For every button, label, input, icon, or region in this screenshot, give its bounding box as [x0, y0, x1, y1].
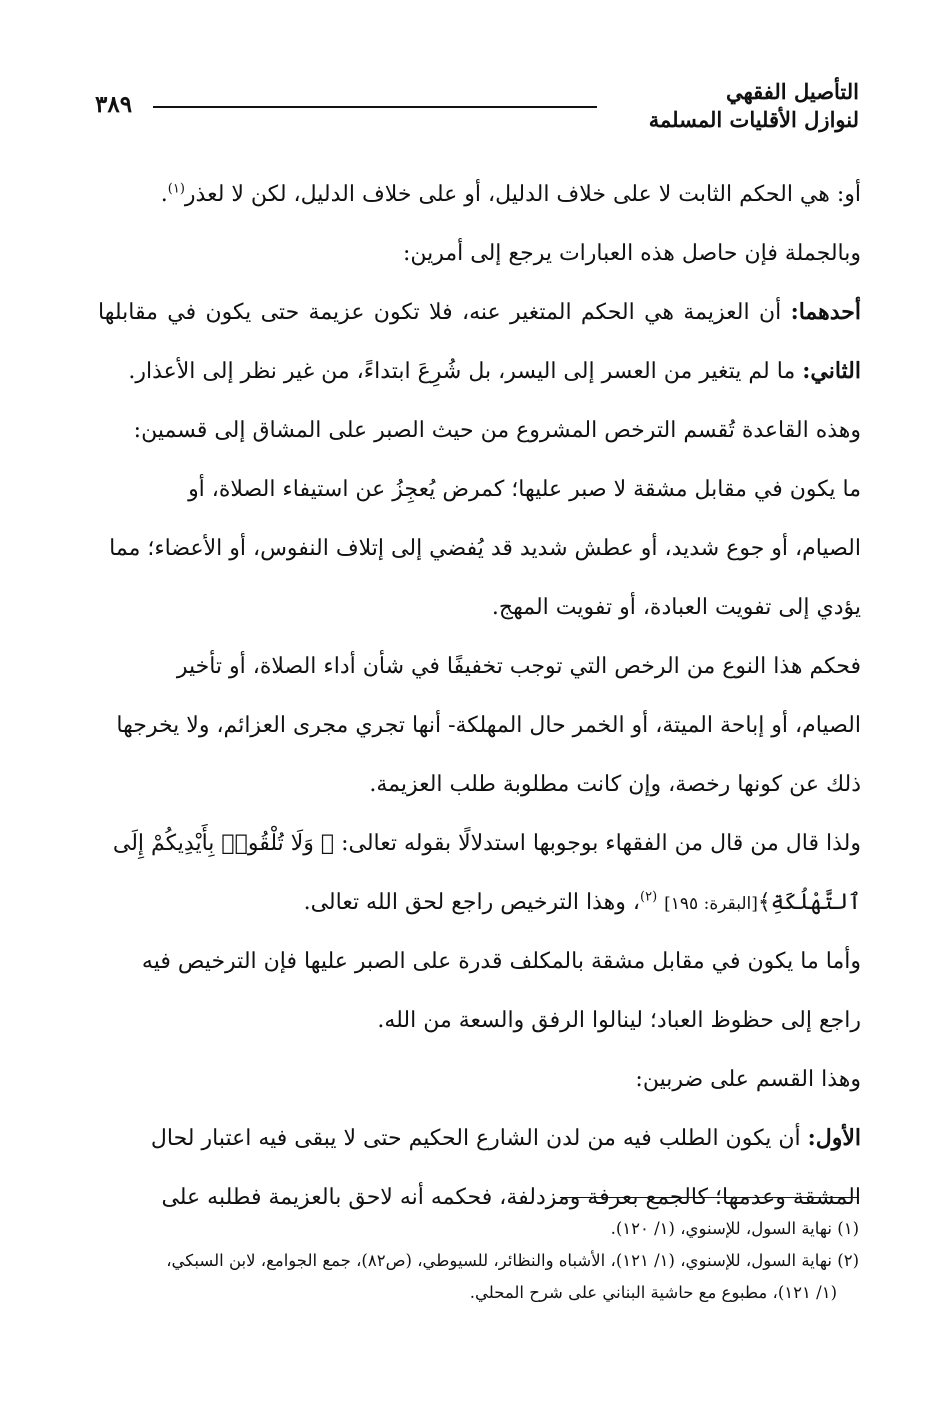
- paragraph-7-line-2: الصيام، أو إباحة الميتة، أو الخمر حال المهلكة- أنها تجري مجرى العزائم، ولا يخرجها: [116, 713, 861, 738]
- paragraph-8-line-1: ولذا قال من قال من الفقهاء بوجوبها استدلالًا بقوله تعالى: ﴿ وَلَا تُلْقُوا۟ بِأَيْدِيكُمْ إِلَى: [112, 831, 861, 856]
- paragraph-1: [98, 165, 861, 224]
- page-number: ٣٨٩: [95, 91, 133, 118]
- text-run: .: [160, 182, 168, 207]
- text-run: ما لم يتغير من العسر إلى اليسر، بل شُرِعَ ابتداءً، من غير نظر إلى الأعذار.: [128, 359, 803, 384]
- paragraph-4: [98, 342, 861, 401]
- book-title-line1: التأصيل الفقهي: [725, 79, 859, 104]
- paragraph-9-line-1: وأما ما يكون في مقابل مشقة بالمكلف قدرة على الصبر عليها فإن الترخيص فيه: [141, 949, 861, 974]
- verse-citation: [البقرة: ١٩٥]: [664, 894, 758, 914]
- paragraph-lead: الثاني:: [802, 358, 861, 384]
- footnotes: [98, 1213, 859, 1309]
- paragraph-2: وبالجملة فإن حاصل هذه العبارات يرجع إلى أمرين:: [402, 241, 861, 266]
- quran-verse: ٱلتَّهْلُكَةِ﴾: [757, 890, 861, 915]
- paragraph-7-line-3: ذلك عن كونها رخصة، وإن كانت مطلوبة طلب العزيمة.: [369, 772, 861, 797]
- text-run: أو: هي الحكم الثابت لا على خلاف الدليل، أو على خلاف الدليل، لكن لا لعذر: [184, 182, 861, 207]
- main-text: [98, 165, 861, 1227]
- book-title: [649, 78, 859, 134]
- paragraph-6-line-1: ما يكون في مقابل مشقة لا صبر عليها؛ كمرض يُعجِزُ عن استيفاء الصلاة، أو: [188, 477, 861, 502]
- paragraph-7-line-1: فحكم هذا النوع من الرخص التي توجب تخفيفًا في شأن أداء الصلاة، أو تأخير: [176, 654, 861, 679]
- paragraph-6-line-2: الصيام، أو جوع شديد، أو عطش شديد قد يُفضي إلى إتلاف النفوس، أو الأعضاء؛ مما: [109, 536, 861, 561]
- paragraph-3: [98, 283, 861, 342]
- paragraph-11-line-2: المشقة وعدمها؛ كالجمع بعرفة ومزدلفة، فحكمه أنه لاحق بالعزيمة فطلبه على: [161, 1185, 861, 1210]
- text-run: أن يكون الطلب فيه من لدن الشارع الحكيم حتى لا يبقى فيه اعتبار لحال: [150, 1126, 808, 1151]
- text-run: ، وهذا الترخيص راجع لحق الله تعالى.: [303, 890, 640, 915]
- footnote-2-line-2: (١/ ١٢١)، مطبوع مع حاشية البناني على شرح المحلي.: [469, 1283, 837, 1302]
- footnote-2-line-1: (٢) نهاية السول، للإسنوي، (١/ ١٢١)، الأشباه والنظائر، للسيوطي، (ص٨٢)، جمع الجوامع، لابن السبكي،: [166, 1251, 859, 1270]
- paragraph-6-line-3: يؤدي إلى تفويت العبادة، أو تفويت المهج.: [491, 595, 861, 620]
- paragraph-lead: أحدهما:: [790, 299, 861, 325]
- paragraph-10: وهذا القسم على ضربين:: [635, 1067, 861, 1092]
- paragraph-11-line-1: [98, 1109, 861, 1168]
- footnote-rule: [560, 1197, 859, 1198]
- footnote-1: (١) نهاية السول، للإسنوي، (١/ ١٢٠).: [610, 1219, 859, 1238]
- book-title-line2: لنوازل الأقليات المسلمة: [648, 107, 859, 132]
- footnote-ref-1: (١): [167, 181, 185, 197]
- running-header: [95, 78, 859, 140]
- paragraph-5: وهذه القاعدة تُقسم الترخص المشروع من حيث الصبر على المشاق إلى قسمين:: [133, 418, 861, 443]
- paragraph-8-line-2: [98, 873, 861, 932]
- header-rule: [153, 106, 597, 108]
- text-run: أن العزيمة هي الحكم المتغير عنه، فلا تكون عزيمة حتى يكون في مقابلها: [98, 300, 782, 325]
- paragraph-9-line-2: راجع إلى حظوظ العباد؛ لينالوا الرفق والسعة من الله.: [377, 1008, 861, 1033]
- paragraph-lead: الأول:: [807, 1125, 861, 1151]
- footnote-ref-2: (٢): [640, 889, 658, 905]
